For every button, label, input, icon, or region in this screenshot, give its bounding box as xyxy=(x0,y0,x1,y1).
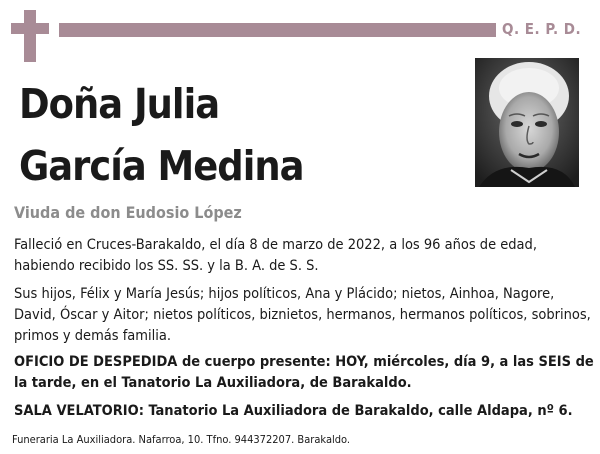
death-announcement: Falleció en Cruces-Barakaldo, el día 8 de marzo de 2022, a los 96 años de edad, habiendo recibido los SS. SS. y la B. A. de S. S. xyxy=(14,237,537,274)
portrait-image xyxy=(475,58,579,187)
cross-icon xyxy=(24,10,36,62)
qepd-label: Q. E. P. D. xyxy=(502,20,582,38)
header-divider xyxy=(59,23,496,37)
widow-of-subtitle: Viuda de don Eudosio López xyxy=(14,203,242,222)
deceased-name-line2: García Medina xyxy=(19,142,304,190)
wake-room-info: SALA VELATORIO: Tanatorio La Auxiliadora de Barakaldo, calle Aldapa, nº 6. xyxy=(14,403,573,419)
family-list: Sus hijos, Félix y María Jesús; hijos políticos, Ana y Plácido; nietos, Ainhoa, Nagore, David, Óscar y Aitor; nietos políticos, biznietos, hermanos, hermanos políticos, sobrinos, primos y demás familia. xyxy=(14,286,591,344)
deceased-name-line1: Doña Julia xyxy=(19,80,220,128)
funeral-service-info: OFICIO DE DESPEDIDA de cuerpo presente: HOY, miércoles, día 9, a las SEIS de la tarde, en el Tanatorio La Auxiliadora, de Barakaldo. xyxy=(14,354,594,391)
cross-icon-bar xyxy=(11,23,49,34)
portrait-photo xyxy=(475,58,579,187)
funeral-home-footer: Funeraria La Auxiliadora. Nafarroa, 10. Tfno. 944372207. Barakaldo. xyxy=(12,433,351,446)
